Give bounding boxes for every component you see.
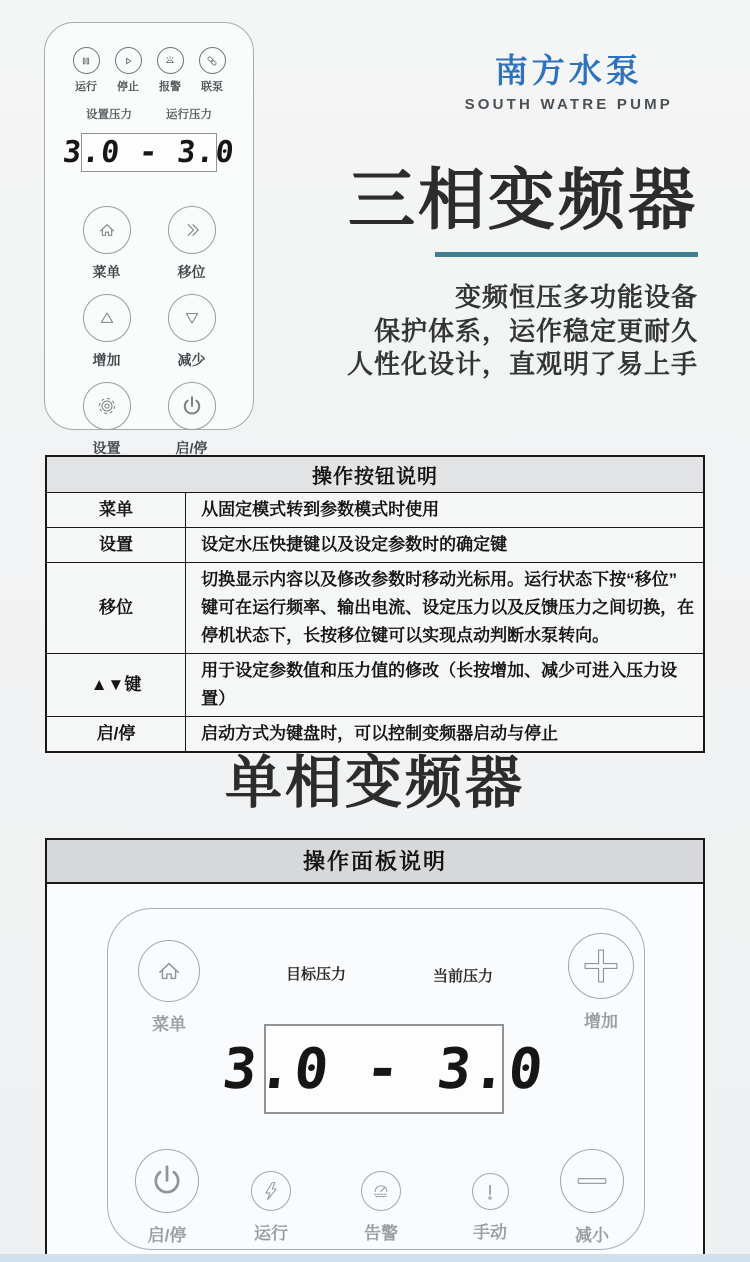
current-pressure-label: 当前压力	[432, 968, 493, 985]
alert-indicator-button[interactable]	[336, 1171, 426, 1244]
row-desc: 用于设定参数值和压力值的修改（长按增加、减少可进入压力设置）	[186, 653, 704, 716]
single-phase-control-panel	[107, 908, 645, 1250]
row-desc: 切换显示内容以及修改参数时移动光标用。运行状态下按“移位” 键可在运行频率、输出电流、设定压力以及反馈压力之间切换，在停机状态下，长按移位键可以实现点动判断水泵转向。	[186, 562, 704, 653]
title-divider	[435, 252, 698, 257]
button-label: 减小	[575, 1226, 609, 1245]
indicator-stop	[107, 47, 149, 94]
lcd-display	[61, 133, 237, 172]
button-label: 移位	[177, 264, 206, 280]
panel-box-body	[47, 884, 703, 1258]
button-label: 告警	[364, 1224, 398, 1243]
decrease-button[interactable]	[168, 294, 216, 370]
remote-button-grid	[45, 206, 253, 458]
exclamation-icon	[472, 1173, 509, 1210]
button-label: 运行	[254, 1224, 288, 1243]
link-icon	[199, 47, 226, 74]
table-title: 操作按钮说明	[46, 456, 704, 492]
row-key: ▲▼键	[46, 653, 186, 716]
button-label: 启/停	[147, 1226, 187, 1245]
button-label: 菜单	[152, 1015, 186, 1034]
desc-line: 保护体系，运作稳定更耐久	[373, 315, 698, 346]
indicator-label: 运行	[75, 81, 97, 93]
button-label: 增加	[92, 352, 121, 368]
button-label: 手动	[473, 1223, 507, 1242]
desc-line: 变频恒压多功能设备	[454, 282, 698, 312]
indicator-alarm	[149, 47, 191, 94]
shift-button[interactable]	[168, 206, 216, 282]
increase-button[interactable]	[83, 294, 131, 370]
gauge-icon	[361, 1171, 401, 1211]
row-desc: 启动方式为键盘时，可以控制变频器启动与停止	[186, 716, 704, 752]
table-row	[46, 527, 704, 562]
pause-icon	[73, 47, 100, 74]
chevrons-right-icon	[168, 206, 216, 254]
lcd-display	[219, 1024, 549, 1114]
panel-box-title: 操作面板说明	[47, 840, 703, 884]
run-indicator-button[interactable]	[226, 1171, 316, 1244]
home-icon	[83, 206, 131, 254]
button-description-table	[45, 455, 705, 753]
operation-panel-box	[45, 838, 705, 1262]
plus-icon	[568, 933, 634, 999]
button-label: 减少	[177, 352, 206, 368]
increase-button[interactable]	[556, 933, 646, 1032]
section-title: 单相变频器	[225, 751, 525, 815]
home-icon	[138, 940, 200, 1002]
row-key: 启/停	[46, 716, 186, 752]
row-key: 菜单	[46, 492, 186, 527]
table-row	[46, 562, 704, 653]
page-title: 三相变频器	[348, 163, 698, 238]
lightning-icon	[251, 1171, 291, 1211]
brand-logo: 南方水泵	[494, 52, 643, 89]
indicator-label: 联泵	[201, 81, 223, 93]
start-stop-button[interactable]	[168, 382, 216, 458]
table-row	[46, 653, 704, 716]
button-label: 菜单	[92, 264, 121, 280]
start-stop-button[interactable]	[122, 1149, 212, 1246]
row-desc: 从固定模式转到参数模式时使用	[186, 492, 704, 527]
indicator-label: 停止	[117, 81, 139, 93]
menu-button[interactable]	[83, 206, 131, 282]
gear-icon	[83, 382, 131, 430]
lcd-value: 3.0 - 3.0	[219, 1036, 549, 1102]
indicator-run	[65, 47, 107, 94]
set-pressure-label: 设置压力	[86, 109, 132, 121]
run-pressure-label: 运行压力	[166, 109, 212, 121]
indicator-row	[45, 47, 253, 94]
row-key: 设置	[46, 527, 186, 562]
footer-strip	[0, 1254, 750, 1262]
manual-indicator-button[interactable]	[445, 1173, 535, 1243]
target-pressure-label: 目标压力	[285, 966, 346, 983]
lcd-value: 3.0 - 3.0	[61, 135, 237, 170]
play-icon	[115, 47, 142, 74]
menu-button[interactable]	[124, 940, 214, 1035]
decrease-button[interactable]	[547, 1149, 637, 1246]
row-key: 移位	[46, 562, 186, 653]
alarm-icon	[157, 47, 184, 74]
power-icon	[168, 382, 216, 430]
button-label: 增加	[584, 1012, 618, 1031]
brand-block	[465, 45, 673, 113]
row-desc: 设定水压快捷键以及设定参数时的确定键	[186, 527, 704, 562]
three-phase-control-panel	[44, 22, 254, 456]
triangle-up-icon	[83, 294, 131, 342]
power-icon	[135, 1149, 199, 1213]
settings-button[interactable]	[83, 382, 131, 458]
brand-subtitle: SOUTH WATRE PUMP	[464, 96, 673, 113]
table-row	[46, 492, 704, 527]
button-label: 设置	[92, 440, 121, 456]
indicator-linked-pump	[191, 47, 233, 94]
minus-icon	[560, 1149, 624, 1213]
triangle-down-icon	[168, 294, 216, 342]
indicator-label: 报警	[159, 81, 181, 93]
hero-description	[347, 281, 698, 382]
desc-line: 人性化设计，直观明了易上手	[346, 349, 698, 379]
pressure-label-row	[45, 106, 253, 122]
button-label: 启/停	[175, 440, 208, 456]
